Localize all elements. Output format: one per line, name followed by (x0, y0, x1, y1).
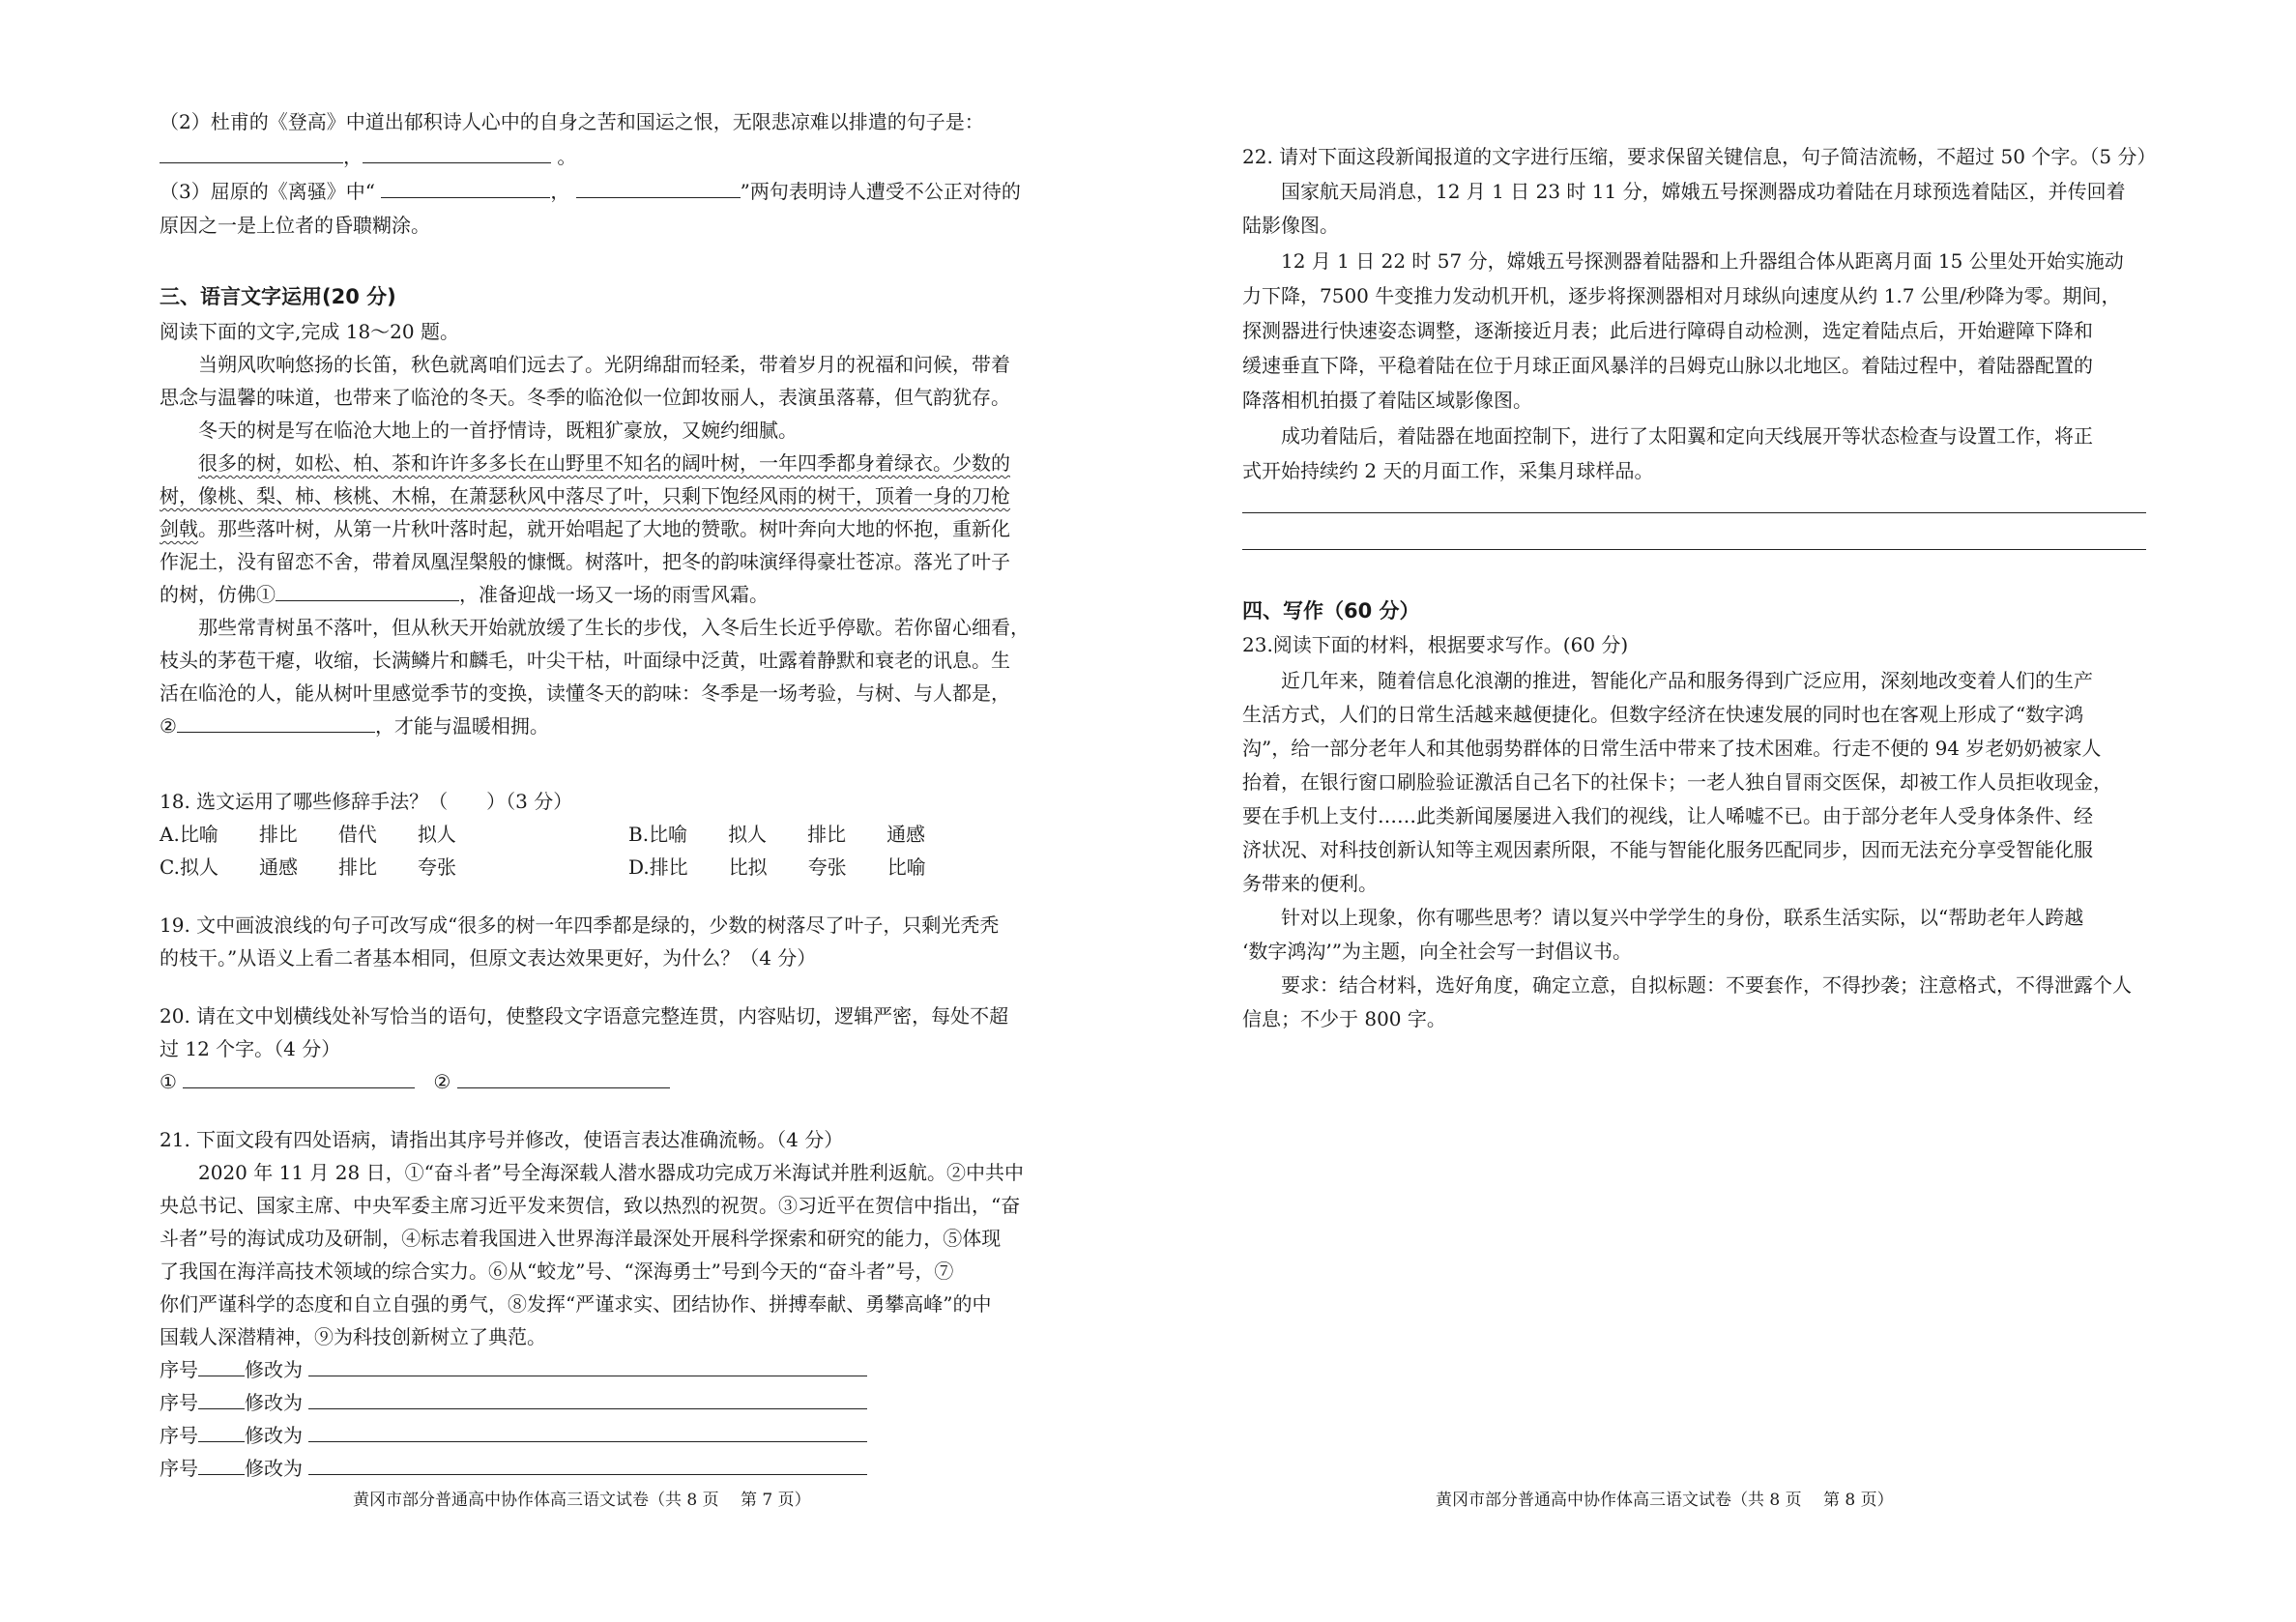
passage-line-wavy (198, 449, 1010, 477)
q21-passage-line: 央总书记、国家主席、中央军委主席习近平发来贺信，致以热烈的祝贺。③习近平在贺信中指出，“奋 (160, 1194, 1021, 1217)
question-22: 22. 请对下面这段新闻报道的文字进行压缩，要求保留关键信息，句子简洁流畅，不超过 50 个字。（5 分） (1242, 145, 2157, 168)
q21-passage-line: 了我国在海洋高技术领域的综合实力。⑥从“蛟龙”号、“深海勇士”号到今天的“奋斗者”号，⑦ (160, 1260, 954, 1283)
option-item: 拟人 (417, 823, 456, 846)
section-4-heading: 四、写作（60 分） (1242, 599, 1420, 623)
option-item: 比喻 (886, 855, 926, 879)
question-3-line (160, 178, 1021, 205)
option-letter: B. (628, 823, 650, 846)
passage-line: 思念与温馨的味道，也带来了临沧的冬天。冬季的临沧似一位卸妆丽人，表演虽落幕，但气韵犹存。 (160, 386, 1010, 409)
q21-passage-line: 国载人深潜精神，⑨为科技创新树立了典范。 (160, 1325, 546, 1348)
question-2-text: （2）杜甫的《登高》中道出郁积诗人心中的自身之苦和国运之恨，无限悲凉难以排遣的句子是： (160, 110, 984, 133)
material-line: 济状况、对科技创新认知等主观因素所限，不能与智能化服务匹配同步，因而无法充分享受智能化服 (1242, 838, 2093, 861)
requirement-line: 要求：结合材料，选好角度，确定立意，自拟标题：不要套作，不得抄袭；注意格式，不得泄露个人 (1281, 973, 2132, 997)
answer-blank[interactable] (381, 178, 550, 198)
page-7 (160, 0, 1059, 1622)
answer-blank[interactable] (183, 1068, 415, 1088)
question-20-line-1: 20. 请在文中划横线处补写恰当的语句，使整段文字语意完整连贯，内容贴切，逻辑严密，每处不超 (160, 1004, 1009, 1028)
wavy-underlined-text: 剑戟 (160, 517, 198, 540)
answer-blank[interactable] (576, 178, 741, 198)
seq-blank[interactable] (198, 1455, 245, 1475)
answer-blank-2[interactable] (177, 712, 375, 733)
fix-label: 序号 (160, 1358, 198, 1381)
option-item: 比喻 (649, 823, 688, 846)
wavy-underlined-text: 树，像桃、梨、柿、核桃、木棉，在萧瑟秋风中落尽了叶，只剩下饱经风雨的树干，顶着一身的刀枪 (160, 484, 1010, 507)
material-line: 要在手机上支付……此类新闻屡屡进入我们的视线，让人唏嘘不已。由于部分老年人受身体条件、经 (1242, 804, 2093, 827)
q21-passage-line: 2020 年 11 月 28 日，①“奋斗者”号全海深载人潜水器成功完成万米海试并胜利返航。②中共中 (198, 1161, 1025, 1184)
answer-line[interactable] (1242, 512, 2146, 513)
news-line: 降落相机拍摄了着陆区域影像图。 (1242, 389, 1532, 412)
option-item: 排比 (649, 855, 688, 879)
question-21: 21. 下面文段有四处语病，请指出其序号并修改，使语言表达准确流畅。（4 分） (160, 1128, 844, 1151)
option-item: 夸张 (417, 855, 456, 879)
fix-row (160, 1422, 867, 1449)
question-19-line-2: 的枝干。”从语义上看二者基本相同，但原文表达效果更好，为什么？（4 分） (160, 946, 817, 970)
period: 。 (557, 145, 577, 168)
question-20-line-2: 过 12 个字。（4 分） (160, 1037, 341, 1060)
fix-label: 序号 (160, 1457, 198, 1480)
fix-label: 修改为 (245, 1358, 303, 1381)
passage-line (160, 712, 549, 739)
passage-text: 的树，仿佛① (160, 583, 276, 606)
question-19-line-1: 19. 文中画波浪线的句子可改写成“很多的树一年四季都是绿的，少数的树落尽了叶子，只剩光秃秃 (160, 913, 1000, 937)
fix-label: 序号 (160, 1391, 198, 1414)
passage-text: 。那些落叶树，从第一片秋叶落时起，就开始唱起了大地的赞歌。树叶奔向大地的怀抱，重新化 (198, 517, 1010, 540)
news-line: 力下降，7500 牛变推力发动机开机，逐步将探测器相对月球纵向速度从约 1.7 公里/秒降为零。期间， (1242, 284, 2121, 307)
section-3-heading: 三、语言文字运用(20 分) (160, 285, 396, 308)
passage-intro: 阅读下面的文字,完成 18～20 题。 (160, 320, 459, 343)
fix-row (160, 1356, 867, 1383)
page-footer: 黄冈市部分普通高中协作体高三语文试卷（共 8 页 第 8 页） (1436, 1491, 1894, 1510)
option-letter: C. (160, 855, 180, 879)
fix-row (160, 1389, 867, 1416)
answer-blank[interactable] (457, 1068, 670, 1088)
option-letter: A. (160, 823, 180, 846)
fix-blank[interactable] (308, 1356, 867, 1376)
material-line: 针对以上现象，你有哪些思考？请以复兴中学学生的身份，联系生活实际，以“帮助老年人跨越 (1281, 906, 2084, 929)
answer-blank-1[interactable] (276, 581, 459, 601)
option-item: 夸张 (807, 855, 847, 879)
seq-blank[interactable] (198, 1389, 245, 1409)
material-line: 抬着，在银行窗口刷脸验证激活自己名下的社保卡；一老人独自冒雨交医保，却被工作人员拒收现金， (1242, 770, 2112, 794)
option-b[interactable] (628, 821, 935, 848)
news-line: 12 月 1 日 22 时 57 分，嫦娥五号探测器着陆器和上升器组合体从距离月面 15 公里处开始实施动 (1281, 249, 2124, 273)
news-line: 陆影像图。 (1242, 214, 1339, 237)
passage-line (160, 515, 1010, 542)
news-line: 成功着陆后，着陆器在地面控制下，进行了太阳翼和定向天线展开等状态检查与设置工作，将正 (1281, 424, 2093, 448)
passage-line: 活在临沧的人，能从树叶里感觉季节的变换，读懂冬天的韵味：冬季是一场考验，与树、与人都是， (160, 681, 1010, 705)
fix-blank[interactable] (308, 1455, 867, 1475)
circled-number: ① (160, 1070, 177, 1093)
passage-text: ，才能与温暖相拥。 (374, 714, 549, 738)
option-item: 排比 (258, 823, 298, 846)
passage-line: 那些常青树虽不落叶，但从秋天开始就放缓了生长的步伐，入冬后生长近乎停歇。若你留心细看， (198, 616, 1030, 639)
fix-blank[interactable] (308, 1422, 867, 1442)
option-item: 通感 (886, 823, 926, 846)
option-d[interactable] (628, 854, 936, 881)
news-line: 探测器进行快速姿态调整，逐渐接近月表；此后进行障碍自动检测，选定着陆点后，开始避障下降和 (1242, 319, 2093, 342)
comma: ， (550, 180, 570, 203)
option-item: 比拟 (728, 855, 768, 879)
option-item: 比喻 (179, 823, 218, 846)
option-item: 借代 (337, 823, 377, 846)
answer-blank[interactable] (363, 143, 551, 163)
q21-passage-line: 你们严谨科学的态度和自立自强的勇气，⑧发挥“严谨求实、团结协作、拼搏奉献、勇攀高峰”的中 (160, 1292, 992, 1316)
passage-line: 作泥土，没有留恋不舍，带着凤凰涅槃般的慷慨。树落叶，把冬的韵味演绎得豪壮苍凉。落光了叶子 (160, 550, 1010, 573)
option-item: 通感 (258, 855, 298, 879)
material-line: 务带来的便利。 (1242, 872, 1378, 895)
fix-row (160, 1455, 867, 1482)
material-line: 生活方式，人们的日常生活越来越便捷化。但数字经济在快速发展的同时也在客观上形成了“数字鸿 (1242, 703, 2084, 726)
q21-passage-line: 斗者”号的海试成功及研制，④标志着我国进入世界海洋最深处开展科学探索和研究的能力，⑤体现 (160, 1227, 1002, 1250)
passage-line (160, 581, 769, 608)
passage-line-wavy (160, 482, 1010, 509)
news-line: 缓速垂直下降，平稳着陆在位于月球正面风暴洋的吕姆克山脉以北地区。着陆过程中，着陆器配置的 (1242, 354, 2093, 377)
material-line: 沟”，给一部分老年人和其他弱势群体的日常生活中带来了技术困难。行走不便的 94 岁老奶奶被家人 (1242, 737, 2102, 760)
passage-line: 枝头的茅苞干瘪，收缩，长满鳞片和麟毛，叶尖干枯，叶面绿中泛黄，吐露着静默和衰老的讯息。生 (160, 649, 1010, 672)
fix-label: 修改为 (245, 1457, 303, 1480)
passage-line: 冬天的树是写在临沧大地上的一首抒情诗，既粗犷豪放，又婉约细腻。 (198, 419, 798, 442)
question-2-answer-line (160, 143, 576, 170)
page-footer: 黄冈市部分普通高中协作体高三语文试卷（共 8 页 第 7 页） (353, 1491, 811, 1510)
page-8 (1242, 0, 2157, 1622)
news-line: 式开始持续约 2 天的月面工作，采集月球样品。 (1242, 459, 1654, 482)
option-item: 排比 (807, 823, 847, 846)
circled-number: ② (433, 1070, 451, 1093)
option-c[interactable] (160, 854, 466, 881)
option-letter: D. (628, 855, 650, 879)
requirement-line: 信息；不少于 800 字。 (1242, 1007, 1446, 1030)
material-line: 近几年来，随着信息化浪潮的推进，智能化产品和服务得到广泛应用，深刻地改变着人们的生产 (1281, 669, 2093, 692)
seq-blank[interactable] (198, 1422, 245, 1442)
comma: ， (343, 145, 363, 168)
question-18: 18. 选文运用了哪些修辞手法？（ ）（3 分） (160, 790, 573, 813)
circled-number: ② (160, 714, 177, 738)
question-3-text-c: 原因之一是上位者的昏聩糊涂。 (160, 214, 430, 237)
news-line: 国家航天局消息，12 月 1 日 23 时 11 分，嫦娥五号探测器成功着陆在月球预选着陆区，并传回着 (1281, 180, 2126, 203)
answer-line[interactable] (1242, 549, 2146, 550)
material-line: ‘数字鸿沟’”为主题，向全社会写一封倡议书。 (1242, 940, 1632, 963)
passage-line: 当朔风吹响悠扬的长笛，秋色就离咱们远去了。光阴绵甜而轻柔，带着岁月的祝福和问候，带着 (198, 353, 1010, 376)
question-3-text-b: ”两句表明诗人遭受不公正对待的 (740, 180, 1021, 203)
option-item: 排比 (337, 855, 377, 879)
fix-label: 修改为 (245, 1424, 303, 1447)
fix-label: 序号 (160, 1424, 198, 1447)
fix-label: 修改为 (245, 1391, 303, 1414)
question-23: 23.阅读下面的材料，根据要求写作。(60 分) (1242, 633, 1629, 656)
option-a[interactable] (160, 821, 466, 848)
answer-blank[interactable] (160, 143, 343, 163)
question-20-answers (160, 1068, 670, 1095)
seq-blank[interactable] (198, 1356, 245, 1376)
option-item: 拟人 (179, 855, 218, 879)
question-3-text-a: （3）屈原的《离骚》中“ (160, 180, 375, 203)
fix-blank[interactable] (308, 1389, 867, 1409)
option-item: 拟人 (728, 823, 768, 846)
wavy-underlined-text: 很多的树，如松、柏、茶和许许多多长在山野里不知名的阔叶树，一年四季都身着绿衣。少数的 (198, 451, 1010, 475)
passage-text: ，准备迎战一场又一场的雨雪风霜。 (459, 583, 769, 606)
